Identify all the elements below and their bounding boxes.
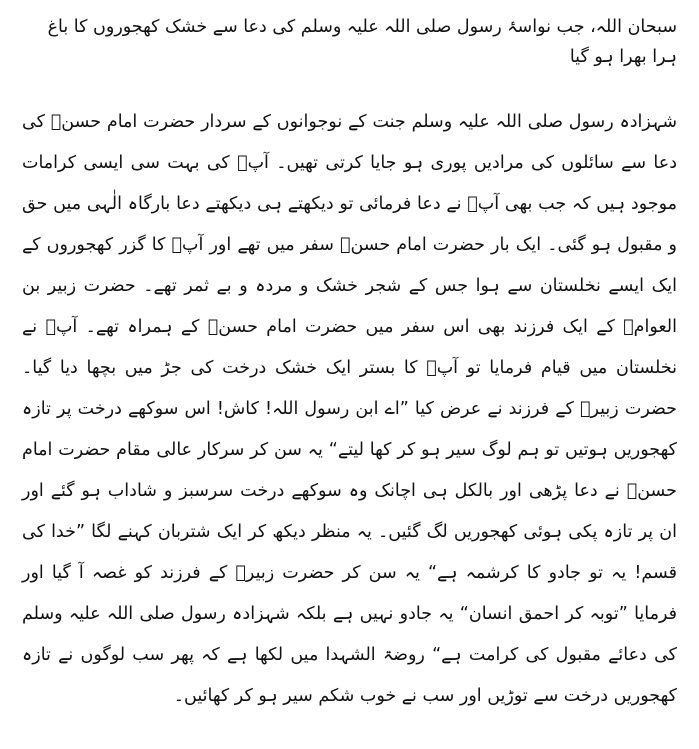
- article-paragraph: شہزادہ رسول صلی اللہ علیہ وسلم جنت کے نوجوانوں کے سردار حضرت امام حسنؓ کی دعا سے سائلوں کی مرادیں پوری ہو جایا کرتی تھیں۔ آپؓ کی بہت سی ایسی کرامات موجود ہیں کہ جب بھی آپؓ نے دعا فرمائی تو دیکھتے ہی دیکھتے دعا بارگاہ الٰہی میں حق و مقبول ہو گئی۔ ایک بار حضرت امام حسنؓ سفر میں تھے اور آپؓ کا گزر کھجوروں کے ایک ایسے نخلستان سے ہوا جس کے شجر خشک و مردہ و بے ثمر تھے۔ حضرت زبیر بن العوامؓ کے ایک فرزند بھی اس سفر میں حضرت امام حسنؓ کے ہمراہ تھے۔ آپؓ نے نخلستان میں قیام فرمایا تو آپؓ کا بستر ایک خشک درخت کی جڑ میں بچھا دیا گیا۔ حضرت زبیرؓ کے فرزند نے عرض کیا ”اے ابن رسول اللہ! کاش! اس سوکھے درخت پر تازہ کھجوریں ہوتیں تو ہم لوگ سیر ہو کر کھا لیتے“ یہ سن کر سرکار عالی مقام حضرت امام حسنؓ نے دعا پڑھی اور بالکل ہی اچانک وہ سوکھے درخت سرسبز و شاداب ہو گئے اور ان پر تازہ پکی ہوئی کھجوریں لگ گئیں۔ یہ منظر دیکھ کر ایک شتربان کہنے لگا ”خدا کی قسم! یہ تو جادو کا کرشمہ ہے“ یہ سن کر حضرت زبیرؓ کے فرزند کو غصہ آ گیا اور فرمایا ”توبہ کر احمق انسان“ یہ جادو نہیں ہے بلکہ شہزادہ رسول صلی اللہ علیہ وسلم کی دعائے مقبول کی کرامت ہے“ روضۃ الشہدا میں لکھا ہے کہ پھر سب لوگوں نے تازہ کھجوریں درخت سے توڑیں اور سب نے خوب شکم سیر ہو کر کھائیں۔: [22, 112, 677, 706]
- article-heading: سبحان اللہ، جب نواسۂ رسول صلی اللہ علیہ وسلم کی دعا سے خشک کھجوروں کا باغ ہرا بھرا ہو گیا: [47, 17, 677, 67]
- article: [22, 12, 677, 717]
